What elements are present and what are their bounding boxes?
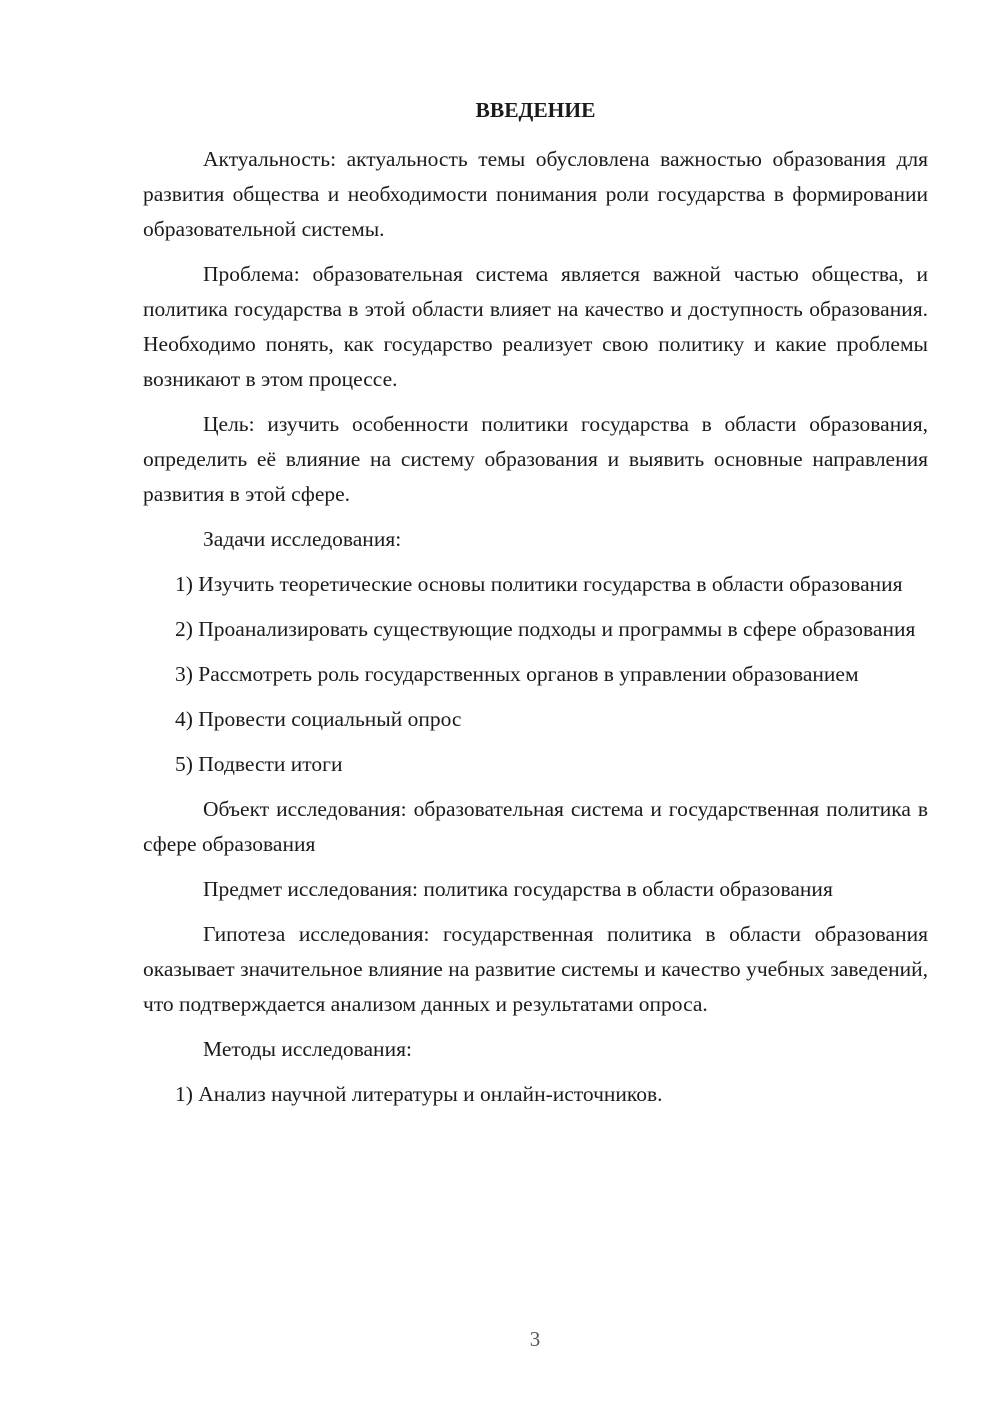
paragraph-tasks-title: Задачи исследования: xyxy=(203,527,402,551)
paragraph-hypothesis: Гипотеза исследования: государственная политика в области образования оказывает значительное влияние на развитие системы и качество учебных заведений, что подтверждается анализом данных и результатами опроса. xyxy=(143,922,928,1016)
task-item-1: 1) Изучить теоретические основы политики государства в области образования xyxy=(175,572,903,596)
paragraph-subject: Предмет исследования: политика государства в области образования xyxy=(203,877,833,901)
paragraph-goal: Цель: изучить особенности политики государства в области образования, определить её влияние на систему образования и выявить основные направления развития в этой сфере. xyxy=(143,412,928,506)
paragraph-relevance: Актуальность: актуальность темы обусловлена важностью образования для развития общества и необходимости понимания роли государства в формировании образовательной системы. xyxy=(143,147,928,241)
paragraph-object: Объект исследования: образовательная система и государственная политика в сфере образования xyxy=(143,797,928,856)
document-page xyxy=(143,93,928,1122)
task-item-5: 5) Подвести итоги xyxy=(175,752,343,776)
task-item-2: 2) Проанализировать существующие подходы и программы в сфере образования xyxy=(175,617,916,641)
page-number: 3 xyxy=(529,1327,541,1351)
paragraph-problem: Проблема: образовательная система является важной частью общества, и политика государства в этой области влияет на качество и доступность образования. Необходимо понять, как государство реализует свою политику и какие проблемы возникают в этом процессе. xyxy=(143,262,928,391)
task-item-3: 3) Рассмотреть роль государственных органов в управлении образованием xyxy=(175,662,859,686)
task-item-4: 4) Провести социальный опрос xyxy=(175,707,462,731)
method-item-1: 1) Анализ научной литературы и онлайн-источников. xyxy=(175,1082,663,1106)
section-heading: ВВЕДЕНИЕ xyxy=(475,98,596,122)
paragraph-methods-title: Методы исследования: xyxy=(203,1037,412,1061)
